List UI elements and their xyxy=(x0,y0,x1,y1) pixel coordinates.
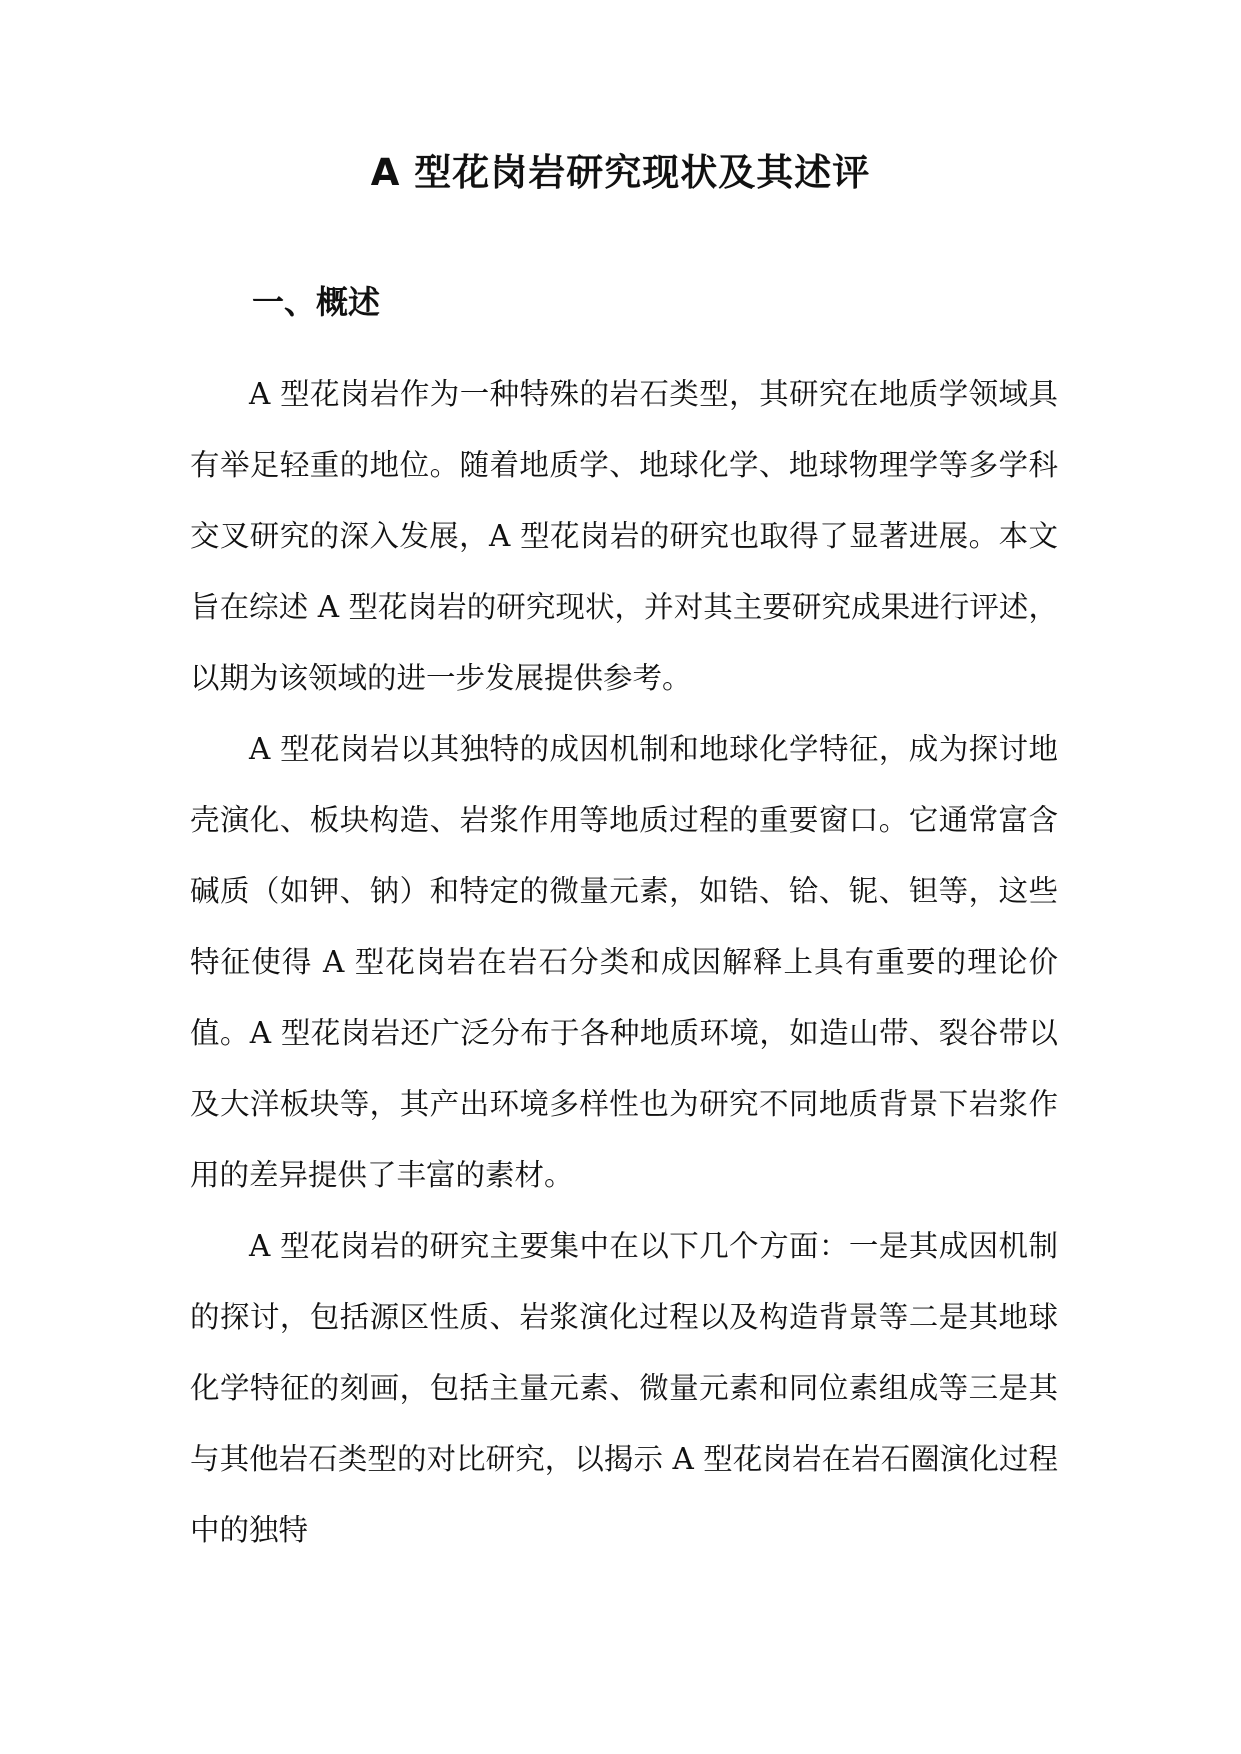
paragraph: A 型花岗岩以其独特的成因机制和地球化学特征，成为探讨地壳演化、板块构造、岩浆作用等地质过程的重要窗口。它通常富含碱质（如钾、钠）和特定的微量元素，如锆、铪、铌、钽等，这些特征使得 A 型花岗岩在岩石分类和成因解释上具有重要的理论价值。A 型花岗岩还广泛分布于各种地质环境，如造山带、裂谷带以及大洋板块等，其产出环境多样性也为研究不同地质背景下岩浆作用的差异提供了丰富的素材。 xyxy=(190,732,1058,1192)
paragraph: A 型花岗岩作为一种特殊的岩石类型，其研究在地质学领域具有举足轻重的地位。随着地质学、地球化学、地球物理学等多学科交叉研究的深入发展，A 型花岗岩的研究也取得了显著进展。本文旨在综述 A 型花岗岩的研究现状，并对其主要研究成果进行评述，以期为该领域的进一步发展提供参考。 xyxy=(190,377,1058,695)
section-heading: 一、概述 xyxy=(252,283,381,321)
document-title: A 型花岗岩研究现状及其述评 xyxy=(370,151,871,194)
paragraph: A 型花岗岩的研究主要集中在以下几个方面：一是其成因机制的探讨，包括源区性质、岩浆演化过程以及构造背景等二是其地球化学特征的刻画，包括主量元素、微量元素和同位素组成等三是其与其他岩石类型的对比研究，以揭示 A 型花岗岩在岩石圈演化过程中的独特 xyxy=(190,1229,1058,1547)
document-body xyxy=(190,359,1058,1566)
